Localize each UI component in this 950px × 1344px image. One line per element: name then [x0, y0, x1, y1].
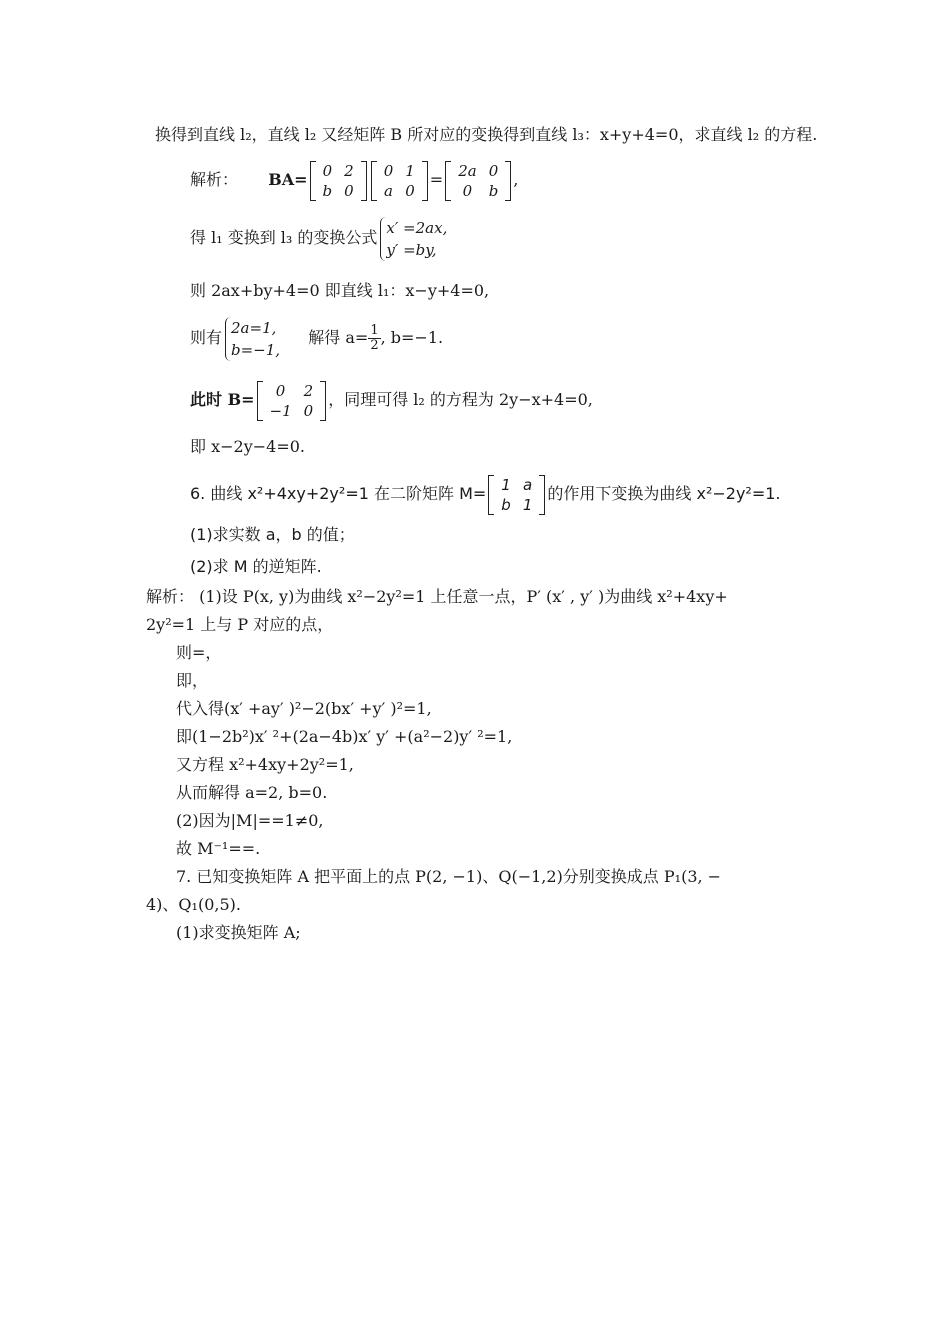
solution5-solve-ab: 则有 2a=1, b=−1, 解得 a= $\frac{1}{2}$ , b=−1. [190, 318, 444, 359]
solution5-b-matrix: 此时 B= 0 2 −1 0 ，同理可得 l₂ 的方程为 2y−x+4=0, [190, 381, 593, 420]
solution-label: 解析： [190, 170, 239, 189]
ba-label: BA= [268, 170, 308, 189]
solution6-line6: 即(1−2b²)x′ ²+(2a−4b)x′ y′ +(a²−2)y′ ²=1, [176, 727, 513, 746]
solution6-line8: 从而解得 a=2, b=0. [176, 783, 328, 802]
solution6-line7: 又方程 x²+4xy+2y²=1, [176, 755, 354, 774]
equation-system-1: x′ =2ax, y′ =by, [380, 217, 447, 261]
solution6-line1: 解析： (1)设 P(x, y)为曲线 x²−2y²=1 上任意一点，P′ (x′ , y′ )为曲线 x²+4xy+ [146, 587, 728, 606]
equals-sign: = [429, 170, 444, 189]
matrix-a: 0 1 a 0 [371, 161, 428, 201]
solution6-line5: 代入得(x′ +ay′ )²−2(bx′ +y′ )²=1, [176, 699, 432, 718]
problem6-statement: 6. 曲线 x²+4xy+2y²=1 在二阶矩阵 M= 1 a b 1 的作用下变换为曲线 x²−2y²=1. [190, 475, 781, 514]
equation-system-2: 2a=1, b=−1, [225, 317, 280, 361]
solution5-line-l1: 则 2ax+by+4=0 即直线 l₁：x−y+4=0, [190, 281, 490, 300]
solution5-ba-product: 解析： BA= 0 2 b 0 0 1 a 0 = 2a 0 0 b , [190, 161, 519, 200]
solution6-line10: 故 M⁻¹==. [176, 839, 261, 858]
solution6-line4: 即， [176, 671, 209, 690]
matrix-b: 0 2 b 0 [310, 161, 367, 201]
problem7-statement-line2: 4)、Q₁(0,5). [146, 895, 241, 914]
matrix-m: 1 a b 1 [488, 475, 545, 515]
problem6-part2: (2)求 M 的逆矩阵. [190, 557, 322, 576]
solution6-line2: 2y²=1 上与 P 对应的点， [146, 615, 334, 634]
solution6-line9: (2)因为|M|==1≠0, [176, 811, 324, 830]
problem7-statement-line1: 7. 已知变换矩阵 A 把平面上的点 P(2, −1)、Q(−1,2)分别变换成点 P₁(3, − [176, 867, 722, 886]
solution5-transform-formula: 得 l₁ 变换到 l₃ 的变换公式 x′ =2ax, y′ =by, [190, 218, 448, 259]
solution5-final: 即 x−2y−4=0. [190, 437, 305, 456]
problem5-continuation: 换得到直线 l₂，直线 l₂ 又经矩阵 B 所对应的变换得到直线 l₃：x+y+4=0，求直线 l₂ 的方程. [155, 125, 818, 144]
fraction-one-half: $\frac{1}{2}$ [370, 323, 379, 353]
problem6-part1: (1)求实数 a，b 的值； [190, 525, 355, 544]
solution6-line3: 则=， [176, 643, 222, 662]
matrix-b-solved: 0 2 −1 0 [257, 381, 327, 421]
problem7-part1: (1)求变换矩阵 A; [176, 923, 301, 942]
matrix-ba: 2a 0 0 b [445, 161, 511, 201]
